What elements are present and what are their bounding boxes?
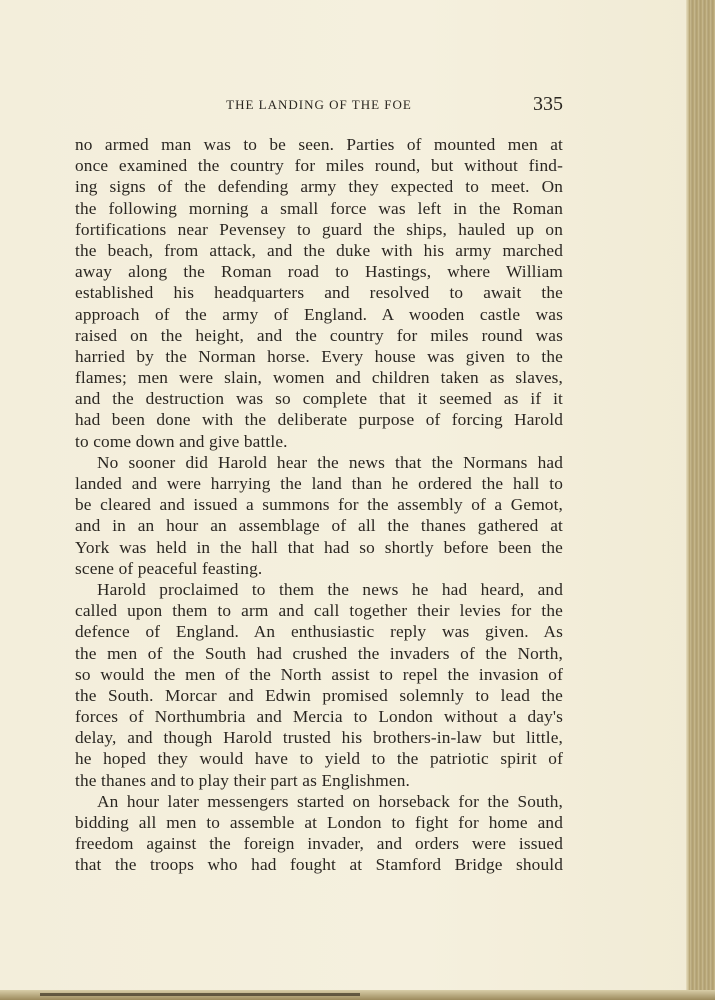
text-line: and the destruction was so complete that it seemed as if it [75,389,563,409]
text-line: the men of the South had crushed the invaders of the North, [75,643,563,663]
page-bottom-edge [0,990,715,1000]
text-line: so would the men of the North assist to repel the invasion of [75,664,563,684]
text-line: the following morning a small force was left in the Roman [75,198,563,218]
text-line: bidding all men to assemble at London to fight for home and [75,813,563,832]
text-line: away along the Roman road to Hastings, where William [75,262,563,282]
body-text [75,134,563,876]
text-line: the beach, from attack, and the duke with his army marched [75,240,563,260]
text-line: approach of the army of England. A wooden castle was [75,304,563,324]
text-line: freedom against the foreign invader, and orders were issued [75,834,563,854]
paragraph-start-line: An hour later messengers started on horseback for the South, [97,791,563,811]
edge-shadow [40,993,360,996]
running-head: THE LANDING OF THE FOE [226,97,412,112]
text-line: that the troops who had fought at Stamford Bridge should [75,855,563,875]
text-line: the South. Morcar and Edwin promised solemnly to lead the [75,685,563,705]
text-line: forces of Northumbria and Mercia to London without a day's [75,707,563,727]
paragraph-start-line: No sooner did Harold hear the news that the Normans had [97,452,563,472]
page-header [75,93,563,117]
book-spine [689,0,715,1000]
text-line: called upon them to arm and call together their levies for the [75,601,563,621]
text-line: ing signs of the defending army they expected to meet. On [75,177,563,197]
text-line: be cleared and issued a summons for the assembly of a Gemot, [75,495,563,515]
page-number: 335 [533,93,563,115]
text-line: established his headquarters and resolved to await the [75,283,563,303]
text-line: defence of England. An enthusiastic reply was given. As [75,622,563,642]
paragraph-end-line: to come down and give battle. [75,431,288,451]
text-line: flames; men were slain, women and children taken as slaves, [75,368,563,388]
text-line: had been done with the deliberate purpose of forcing Harold [75,410,563,430]
paragraph-start-line: Harold proclaimed to them the news he had heard, and [97,579,563,599]
paragraph-end-line: the thanes and to play their part as Englishmen. [75,770,410,790]
text-line: fortifications near Pevensey to guard the ships, hauled up on [75,219,563,239]
text-line: once examined the country for miles round, but without find- [75,156,563,176]
text-line: harried by the Norman horse. Every house was given to the [75,346,563,366]
text-line: and in an hour an assemblage of all the thanes gathered at [75,516,563,536]
text-line: raised on the height, and the country for miles round was [75,325,563,345]
text-line: York was held in the hall that had so shortly before been the [75,537,563,557]
text-line: no armed man was to be seen. Parties of mounted men at [75,135,563,154]
text-line: landed and were harrying the land than he ordered the hall to [75,474,563,493]
text-line: delay, and though Harold trusted his brothers-in-law but little, [75,728,563,748]
paragraph-end-line: scene of peaceful feasting. [75,558,263,578]
text-line: he hoped they would have to yield to the patriotic spirit of [75,749,563,769]
